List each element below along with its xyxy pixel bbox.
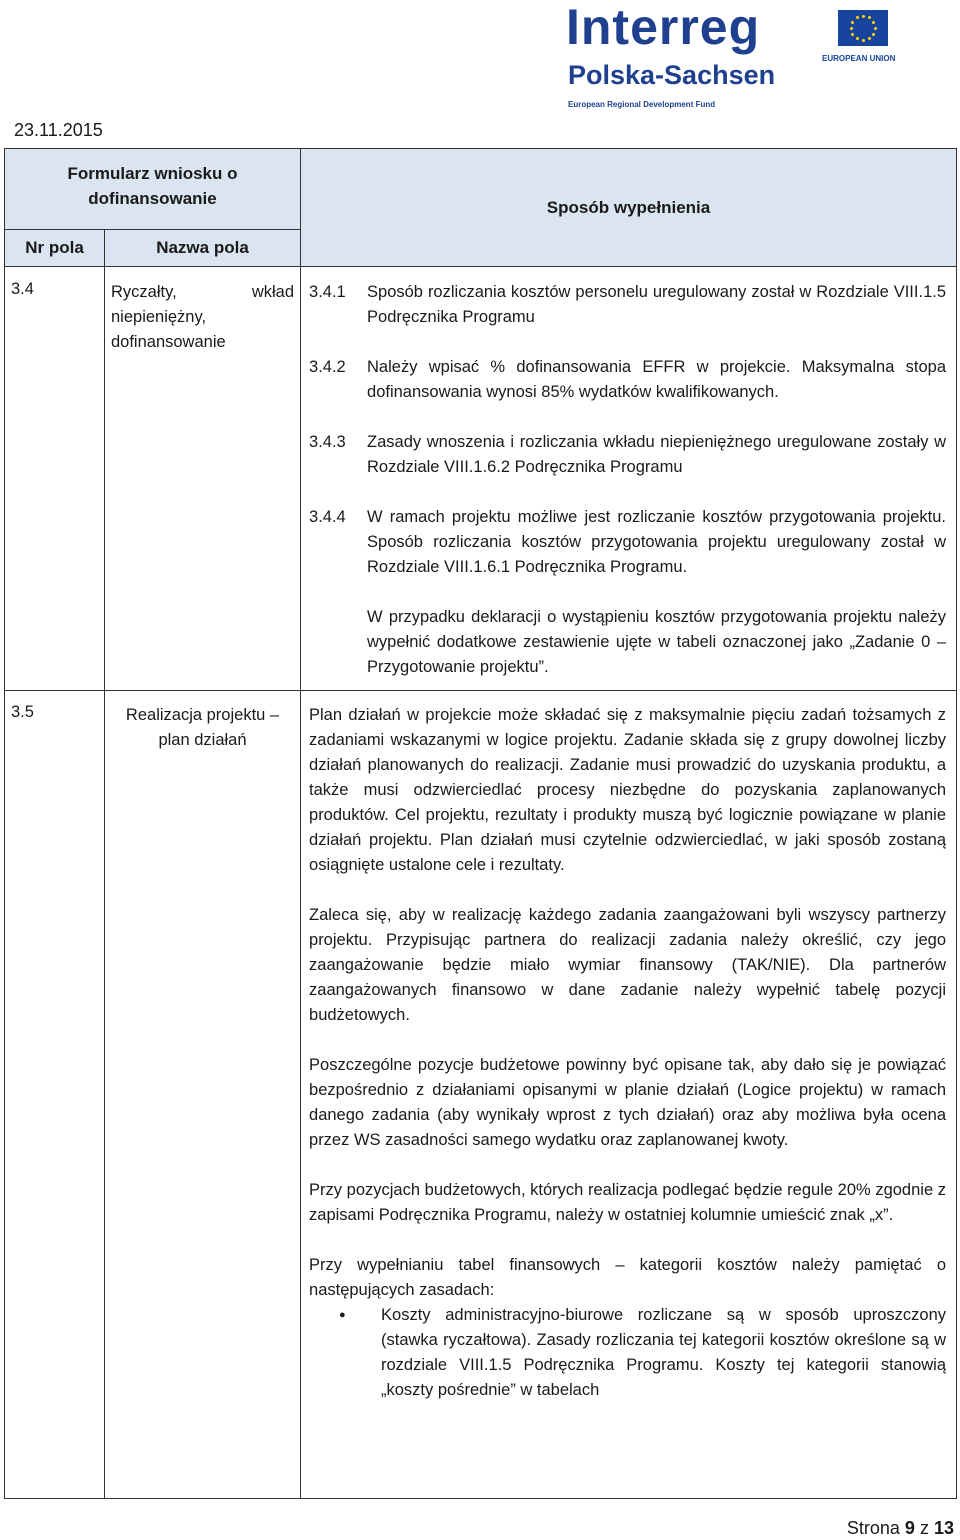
paragraph: Plan działań w projekcie może składać się z maksymalnie pięciu zadań tożsamych z zadaniami wskazanymi w logice projektu. Zadanie składa się z grupy dowolnej liczby działań planowanych do realizacji. Zadanie musi prowadzić do uzyskania produktu, a także musi odzwierciedlać procesy niezbędne do pozyskania zaplanowanych produktów. Cel projektu, rezultaty i produkty muszą być logicznie powiązane w planie działań projektu. Plan działań musi czytelnie odzwierciedlać, w jaki sposób zostaną osiągnięte ustalone cele i rezultaty. bbox=[309, 706, 947, 874]
table-row bbox=[5, 691, 957, 1499]
eu-star-icon bbox=[851, 33, 854, 36]
page-label: Strona bbox=[846, 1518, 900, 1538]
logo-title: Interreg bbox=[566, 0, 761, 55]
form-table bbox=[4, 148, 957, 1499]
paragraph: Zaleca się, aby w realizację każdego zadania zaangażowani byli wszyscy partnerzy projektu. Przypisując partnera do realizacji zadania należy określić, czy jego zaangażowanie będzie miało wymiar finansowy (TAK/NIE). Dla partnerów zaangażowanych finansowo w dane zadanie należy wypełnić tabelę pozycji budżetowych. bbox=[309, 906, 947, 1024]
extra-note: W przypadku deklaracji o wystąpieniu kosztów przygotowania projektu należy wypełnić dodatkowe zestawienie ujęte w tabeli oznaczonej jako „Zadanie 0 – Przygotowanie projektu”. bbox=[367, 608, 947, 676]
field-number: 3.5 bbox=[5, 691, 105, 1499]
eu-star-icon bbox=[850, 27, 853, 30]
list-item: 3.4.2 Należy wpisać % dofinansowania EFFR w projekcie. Maksymalna stopa dofinansowania wynosi 85% wydatków kwalifikowanych. bbox=[309, 358, 947, 401]
group-header: Formularz wniosku o dofinansowanie bbox=[5, 149, 301, 230]
field-description bbox=[301, 267, 957, 691]
list-item: 3.4.1 Sposób rozliczania kosztów personelu uregulowany został w Rozdziale VIII.1.5 Podręcznika Programu bbox=[309, 283, 947, 326]
total-pages: 13 bbox=[933, 1518, 954, 1538]
col-name-header: Nazwa pola bbox=[105, 230, 301, 267]
field-name: Ryczałty, wkład niepieniężny, dofinansowanie bbox=[105, 267, 301, 691]
document-date: 23.11.2015 bbox=[14, 120, 103, 140]
eu-star-icon bbox=[872, 21, 875, 24]
field-description bbox=[301, 691, 957, 1499]
field-number: 3.4 bbox=[5, 267, 105, 691]
eu-star-icon bbox=[874, 27, 877, 30]
page-number bbox=[847, 1518, 954, 1539]
logo-fund: European Regional Development Fund bbox=[568, 100, 716, 109]
eu-star-icon bbox=[856, 16, 859, 19]
eu-star-icon bbox=[851, 21, 854, 24]
current-page: 9 bbox=[904, 1518, 915, 1538]
eu-star-icon bbox=[862, 39, 865, 42]
list-item: ● Koszty administracyjno-biurowe rozliczane są w sposób uproszczony (stawka ryczałtowa). Zasady rozliczania tej kategorii kosztów określone są w rozdziale VIII.1.5 Podręcznika Programu. Koszty tej kategorii stanowią „koszty pośrednie” w tabelach bbox=[309, 1303, 946, 1403]
logo-subtitle: Polska-Sachsen bbox=[568, 60, 776, 90]
col-method-header: Sposób wypełnienia bbox=[301, 149, 957, 267]
list-item: 3.4.4 W ramach projektu możliwe jest rozliczanie kosztów przygotowania projektu. Sposób rozliczania kosztów przygotowania projektu uregulowany został w Rozdziale VIII.1.6.1 Podręcznika Programu. bbox=[309, 508, 947, 576]
col-nr-header: Nr pola bbox=[5, 230, 105, 267]
page-of-label: z bbox=[919, 1518, 929, 1538]
paragraph: Przy wypełnianiu tabel finansowych – kategorii kosztów należy pamiętać o następujących zasadach: bbox=[309, 1256, 947, 1299]
paragraph: Przy pozycjach budżetowych, których realizacja podlegać będzie regule 20% zgodnie z zapisami Podręcznika Programu, należy w ostatniej kolumnie umieścić znak „x”. bbox=[309, 1181, 947, 1224]
table-row bbox=[5, 267, 957, 691]
logo-eu-label: EUROPEAN UNION bbox=[822, 54, 896, 63]
eu-flag-icon bbox=[838, 10, 888, 46]
eu-star-icon bbox=[856, 37, 859, 40]
eu-star-icon bbox=[862, 15, 865, 18]
field-name: Realizacja projektu – plan działań bbox=[105, 691, 301, 1499]
eu-star-icon bbox=[872, 33, 875, 36]
eu-star-icon bbox=[868, 16, 871, 19]
interreg-logo bbox=[560, 0, 955, 114]
list-item: 3.4.3 Zasady wnoszenia i rozliczania wkładu niepieniężnego uregulowane zostały w Rozdziale VIII.1.6.2 Podręcznika Programu bbox=[309, 433, 947, 476]
paragraph: Poszczególne pozycje budżetowe powinny być opisane tak, aby dało się je powiązać bezpośrednio z działaniami opisanymi w planie działań (Logice projektu) w ramach danego zadania (aby wynikały wprost z tych działań) oraz aby możliwa była ocena przez WS zasadności samego wydatku oraz zaplanowanej kwoty. bbox=[309, 1056, 947, 1149]
table-header-row bbox=[5, 149, 957, 230]
bullet-list bbox=[309, 1303, 946, 1403]
eu-star-icon bbox=[868, 37, 871, 40]
